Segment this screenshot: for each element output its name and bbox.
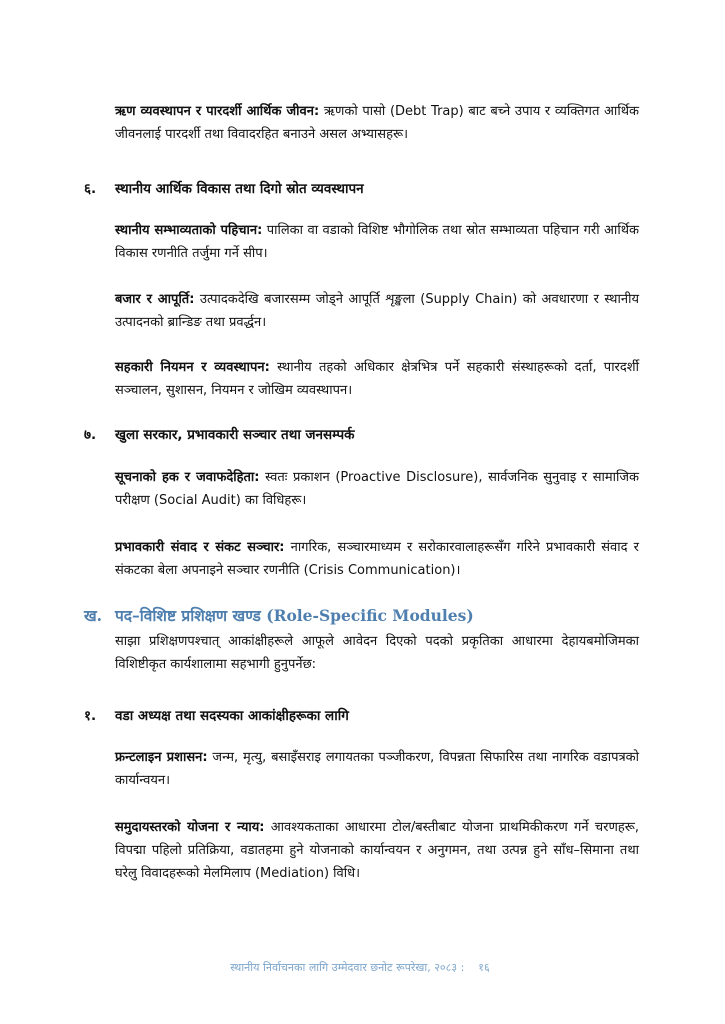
- heading-title: स्थानीय आर्थिक विकास तथा दिगो स्रोत व्यवस्थापन: [115, 181, 364, 197]
- paragraph-body: उत्पादकदेखि बजारसम्म जोड्ने आपूर्ति शृङ्खला (Supply Chain) को अवधारणा र स्थानीय उत्पादनको ब्रान्डिङ तथा प्रवर्द्धन।: [115, 292, 639, 330]
- paragraph-debt-management: [115, 100, 639, 146]
- paragraph-lead: बजार र आपूर्ति:: [115, 292, 195, 307]
- heading-title: खुला सरकार, प्रभावकारी सञ्चार तथा जनसम्पर्क: [115, 427, 355, 443]
- paragraph-right-to-information: [115, 466, 639, 512]
- paragraph-lead: सूचनाको हक र जवाफदेहिता:: [115, 470, 260, 485]
- heading-title: वडा अध्यक्ष तथा सदस्यका आकांक्षीहरूका लागि: [115, 708, 349, 724]
- paragraph-body: ऋणको पासो (Debt Trap) बाट बच्ने उपाय र व्यक्तिगत आर्थिक जीवनलाई पारदर्शी तथा विवादरहित बनाउने असल अभ्यासहरू।: [115, 104, 639, 142]
- paragraph-lead: फ्रन्टलाइन प्रशासन:: [115, 750, 208, 765]
- section-number: ख.: [84, 606, 103, 625]
- heading-number: ६.: [84, 181, 97, 197]
- paragraph-market-supply: [115, 288, 639, 334]
- paragraph-body: साझा प्रशिक्षणपश्चात् आकांक्षीहरूले आफूले आवेदन दिएको पदको प्रकृतिका आधारमा देहायबमोजिमका विशिष्टीकृत कार्यशालामा सहभागी हुनुपर्नेछ:: [115, 634, 639, 672]
- paragraph-lead: स्थानीय सम्भाव्यताको पहिचान:: [115, 223, 263, 238]
- paragraph-lead: प्रभावकारी संवाद र संकट सञ्चार:: [115, 540, 285, 555]
- paragraph-body: आवश्यकताका आधारमा टोल/बस्तीबाट योजना प्राथमिकीकरण गर्ने चरणहरू, विपद्मा पहिलो प्रतिक्रिया, वडातहमा हुने योजनाको कार्यान्वयन र अनुगमन, तथा उत्पन्न हुने साँध–सिमाना तथा घरेलु विवादहरूको मेलमिलाप (Mediation) विधि।: [115, 820, 639, 881]
- paragraph-cooperative-regulation: [115, 356, 639, 402]
- section-title: पद–विशिष्ट प्रशिक्षण खण्ड (Role-Specific Modules): [115, 606, 474, 625]
- paragraph-body: स्वतः प्रकाशन (Proactive Disclosure), सार्वजनिक सुनुवाइ र सामाजिक परीक्षण (Social Audit) का विधिहरू।: [115, 470, 639, 508]
- paragraph-frontline-administration: [115, 746, 639, 792]
- section-heading-kha: [84, 604, 644, 628]
- heading-1: [84, 705, 644, 727]
- paragraph-community-planning-justice: [115, 816, 639, 885]
- heading-7: [84, 424, 644, 446]
- footer-text: स्थानीय निर्वाचनका लागि उम्मेदवार छनोट रूपरेखा, २०८३ :: [230, 961, 465, 974]
- paragraph-crisis-communication: [115, 536, 639, 582]
- heading-6: [84, 178, 644, 200]
- paragraph-local-potential: [115, 219, 639, 265]
- paragraph-lead: ऋण व्यवस्थापन र पारदर्शी आर्थिक जीवन:: [115, 104, 320, 119]
- page-number: १६: [478, 961, 490, 974]
- page-footer: [160, 960, 560, 976]
- paragraph-body: पालिका वा वडाको विशिष्ट भौगोलिक तथा स्रोत सम्भाव्यता पहिचान गरी आर्थिक विकास रणनीति तर्जुमा गर्ने सीप।: [115, 223, 639, 261]
- heading-number: ७.: [84, 427, 97, 443]
- paragraph-lead: समुदायस्तरको योजना र न्याय:: [115, 820, 265, 835]
- heading-number: १.: [84, 708, 97, 724]
- paragraph-section-intro: [115, 630, 639, 676]
- paragraph-body: जन्म, मृत्यु, बसाइँसराइ लगायतका पञ्जीकरण, विपन्नता सिफारिस तथा नागरिक वडापत्रको कार्यान्वयन।: [115, 750, 639, 788]
- paragraph-lead: सहकारी नियमन र व्यवस्थापन:: [115, 360, 270, 375]
- paragraph-body: नागरिक, सञ्चारमाध्यम र सरोकारवालाहरूसँग गरिने प्रभावकारी संवाद र संकटका बेला अपनाइने सञ्चार रणनीति (Crisis Communication)।: [115, 540, 639, 578]
- paragraph-body: स्थानीय तहको अधिकार क्षेत्रभित्र पर्ने सहकारी संस्थाहरूको दर्ता, पारदर्शी सञ्चालन, सुशासन, नियमन र जोखिम व्यवस्थापन।: [115, 360, 639, 398]
